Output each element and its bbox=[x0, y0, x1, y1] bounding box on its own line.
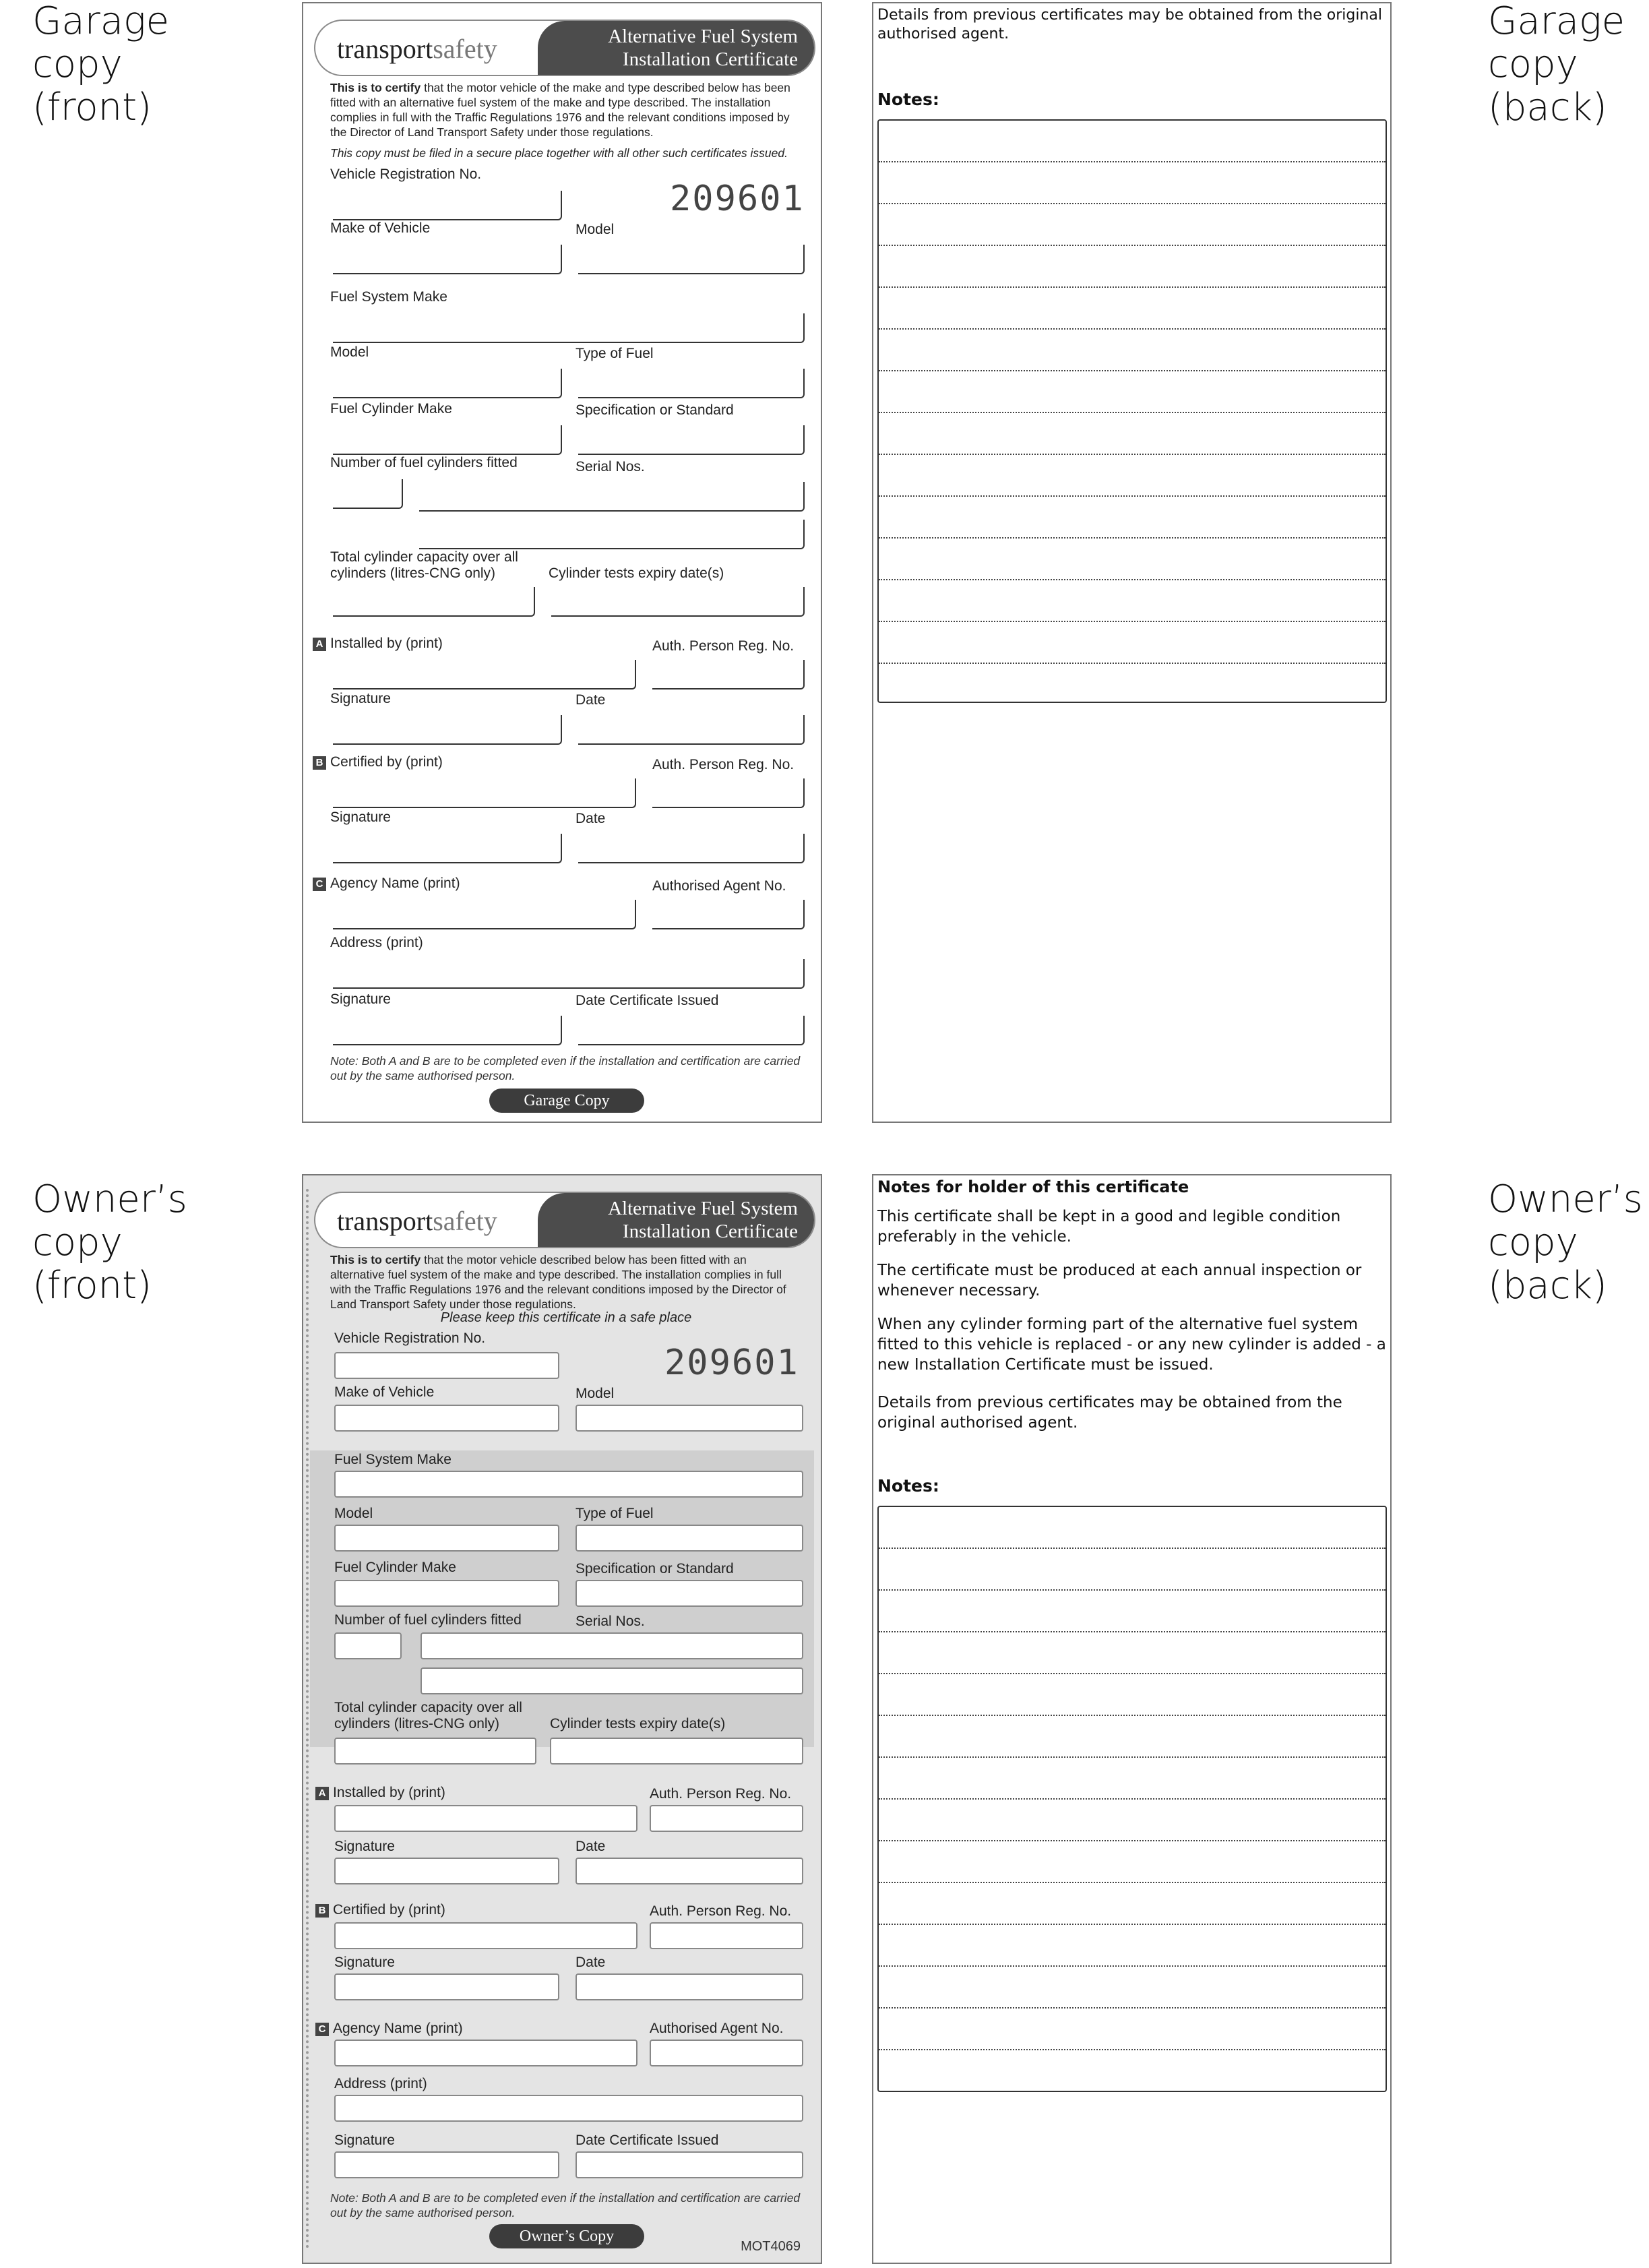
authorised-agent-no-field[interactable] bbox=[650, 2040, 803, 2066]
details-text: Details from previous certificates may be obtained from the original authorised agent. bbox=[877, 7, 1382, 42]
header-title bbox=[538, 1193, 814, 1247]
form-number: MOT4069 bbox=[741, 2239, 801, 2254]
notes-line bbox=[879, 330, 1386, 371]
vehicle-reg-label: Vehicle Registration No. bbox=[330, 166, 482, 182]
owner-back-label bbox=[1488, 1178, 1643, 1308]
model-label: Model bbox=[575, 1386, 615, 1401]
logo-part-b: safety bbox=[433, 1206, 497, 1236]
notes-line bbox=[879, 1925, 1386, 1967]
header-title bbox=[538, 21, 814, 75]
garage-copy-front bbox=[302, 2, 822, 1123]
fuel-cylinder-make-label: Fuel Cylinder Make bbox=[330, 401, 452, 417]
notes-line bbox=[879, 1674, 1386, 1716]
fuel-system-make-field[interactable] bbox=[333, 313, 805, 343]
fuel-system-model-field[interactable] bbox=[334, 1525, 559, 1552]
filing-note: This copy must be filed in a secure place together with all other such certificates issued. bbox=[330, 146, 788, 160]
serial-nos-field-1[interactable] bbox=[421, 1632, 803, 1659]
label-line: Owner’s bbox=[32, 1177, 187, 1221]
holder-notes-heading: Notes for holder of this certificate bbox=[877, 1177, 1189, 1196]
notes-line bbox=[879, 204, 1386, 246]
label-line: Garage bbox=[1488, 0, 1625, 43]
notes-line bbox=[879, 288, 1386, 330]
num-cylinders-field[interactable] bbox=[333, 479, 403, 509]
title-line-1: Alternative Fuel System bbox=[608, 1198, 798, 1219]
notes-line bbox=[879, 539, 1386, 580]
installed-by-text: Installed by (print) bbox=[330, 636, 443, 651]
notes-line bbox=[879, 413, 1386, 455]
perforation-line bbox=[306, 1189, 309, 2249]
serial-nos-label: Serial Nos. bbox=[575, 1614, 645, 1629]
serial-nos-field-1[interactable] bbox=[419, 482, 805, 512]
total-capacity-field[interactable] bbox=[334, 1738, 536, 1765]
certifier-signature-field[interactable] bbox=[334, 1973, 559, 2000]
notes-line bbox=[879, 455, 1386, 497]
cylinder-tests-label: Cylinder tests expiry date(s) bbox=[549, 565, 724, 581]
installer-signature-field[interactable] bbox=[334, 1858, 559, 1884]
garage-back-label bbox=[1488, 0, 1625, 129]
agency-name-text: Agency Name (print) bbox=[333, 2021, 463, 2036]
installer-signature-field[interactable] bbox=[333, 715, 562, 745]
notes-heading: Notes: bbox=[877, 90, 939, 109]
cylinder-tests-label: Cylinder tests expiry date(s) bbox=[550, 1716, 726, 1731]
intro-body: that the motor vehicle of the make and type described below has been fitted with an alternative fuel system of the make and type described. The installation complies in full with the Traffic Regulations 1976 and the relevant conditions imposed by the Director of Land Transport Safety under those regulations. bbox=[330, 81, 790, 139]
notes-line bbox=[879, 2050, 1386, 2092]
installed-by-label bbox=[315, 1785, 445, 1801]
certifier-reg-label: Auth. Person Reg. No. bbox=[650, 1903, 792, 1919]
spec-or-standard-label: Specification or Standard bbox=[575, 1561, 734, 1576]
installed-by-label bbox=[313, 636, 443, 652]
certifier-signature-label: Signature bbox=[334, 1955, 395, 1970]
section-c-marker: C bbox=[315, 2023, 329, 2036]
serial-nos-field-2[interactable] bbox=[421, 1667, 803, 1694]
section-a-marker: A bbox=[315, 1787, 329, 1800]
serial-number: 209601 bbox=[670, 179, 805, 219]
notes-line bbox=[879, 371, 1386, 413]
total-capacity-field[interactable] bbox=[333, 587, 535, 617]
installer-date-label: Date bbox=[575, 692, 606, 708]
installed-by-text: Installed by (print) bbox=[333, 1785, 445, 1800]
agency-name-field[interactable] bbox=[334, 2040, 637, 2066]
completion-note: Note: Both A and B are to be completed even if the installation and certification are carried out by the same authorised person. bbox=[330, 1054, 801, 1082]
make-of-vehicle-field[interactable] bbox=[333, 245, 562, 274]
owner-front-label bbox=[32, 1178, 187, 1308]
label-line: copy bbox=[1488, 1221, 1578, 1264]
completion-note: Note: Both A and B are to be completed even if the installation and certification are carried out by the same authorised person. bbox=[330, 2191, 801, 2219]
serial-nos-label: Serial Nos. bbox=[575, 459, 645, 474]
installer-date-field[interactable] bbox=[575, 1858, 803, 1884]
fuel-system-model-field[interactable] bbox=[333, 369, 562, 398]
certifier-date-field[interactable] bbox=[575, 1973, 803, 2000]
address-field[interactable] bbox=[333, 959, 805, 989]
section-a-marker: A bbox=[313, 638, 326, 651]
certifier-signature-field[interactable] bbox=[333, 834, 562, 863]
fuel-system-model-label: Model bbox=[330, 344, 369, 360]
certifier-date-field[interactable] bbox=[578, 834, 805, 863]
intro-text bbox=[330, 1252, 802, 1312]
label-line: copy bbox=[1488, 42, 1578, 86]
make-of-vehicle-field[interactable] bbox=[334, 1405, 559, 1432]
num-cylinders-label: Number of fuel cylinders fitted bbox=[330, 455, 518, 470]
num-cylinders-label: Number of fuel cylinders fitted bbox=[334, 1612, 522, 1628]
installer-date-label: Date bbox=[575, 1839, 606, 1854]
notes-box[interactable] bbox=[877, 1506, 1387, 2092]
certificate-header bbox=[314, 20, 815, 76]
notes-line bbox=[879, 1758, 1386, 1800]
vehicle-reg-field[interactable] bbox=[334, 1352, 559, 1379]
date-issued-field[interactable] bbox=[578, 1016, 805, 1045]
details-text: Details from previous certificates may be obtained from the original authorised agent. bbox=[877, 1394, 1342, 1432]
certified-by-field[interactable] bbox=[333, 778, 636, 808]
label-line: copy bbox=[32, 42, 123, 86]
notes-line bbox=[879, 1632, 1386, 1674]
address-field[interactable] bbox=[334, 2095, 803, 2122]
certified-by-field[interactable] bbox=[334, 1922, 637, 1949]
notes-heading: Notes: bbox=[877, 1476, 939, 1496]
fuel-system-make-label: Fuel System Make bbox=[334, 1452, 452, 1467]
notes-line bbox=[879, 580, 1386, 622]
authorised-agent-no-label: Authorised Agent No. bbox=[650, 2021, 784, 2036]
label-line: (back) bbox=[1488, 1264, 1607, 1308]
fuel-system-make-field[interactable] bbox=[334, 1471, 803, 1498]
total-capacity-label-2: cylinders (litres-CNG only) bbox=[330, 565, 496, 581]
logo-part-b: safety bbox=[433, 34, 497, 64]
notes-line bbox=[879, 246, 1386, 288]
fuel-system-model-label: Model bbox=[334, 1506, 373, 1521]
notes-line bbox=[879, 1841, 1386, 1883]
cylinder-tests-field[interactable] bbox=[551, 587, 805, 617]
spec-or-standard-field[interactable] bbox=[578, 425, 805, 455]
safe-place-note: Please keep this certificate in a safe place bbox=[440, 1310, 692, 1325]
notes-line bbox=[879, 1716, 1386, 1758]
notes-line bbox=[879, 1591, 1386, 1632]
vehicle-reg-field[interactable] bbox=[333, 191, 562, 220]
certified-by-text: Certified by (print) bbox=[333, 1902, 445, 1918]
agency-name-field[interactable] bbox=[333, 900, 636, 929]
num-cylinders-field[interactable] bbox=[334, 1632, 402, 1659]
date-issued-label: Date Certificate Issued bbox=[575, 2133, 719, 2148]
holder-note-1: This certificate shall be kept in a good and legible condition preferably in the vehicle. bbox=[877, 1208, 1341, 1246]
notes-line bbox=[879, 121, 1386, 162]
installer-reg-field[interactable] bbox=[650, 1805, 803, 1832]
holder-note-3: When any cylinder forming part of the alternative fuel system fitted to this vehicle is replaced - or any new cylinder is added - a new Installation Certificate must be issued. bbox=[877, 1316, 1386, 1374]
fuel-cylinder-make-field[interactable] bbox=[334, 1580, 559, 1607]
agency-name-label bbox=[313, 876, 460, 892]
installer-reg-label: Auth. Person Reg. No. bbox=[650, 1786, 792, 1802]
notes-line bbox=[879, 1967, 1386, 2009]
notes-line bbox=[879, 1507, 1386, 1549]
notes-line bbox=[879, 497, 1386, 539]
notes-line bbox=[879, 1549, 1386, 1591]
intro-body: that the motor vehicle described below has been fitted with an alternative fuel system of the make and type described. The installation complies in full with the Traffic Regulations 1976 and the relevant conditions imposed by the Director of Land Transport Safety under those regulations. bbox=[330, 1253, 786, 1311]
owner-copy-badge: Owner’s Copy bbox=[489, 2224, 644, 2248]
installer-date-field[interactable] bbox=[578, 715, 805, 745]
spec-or-standard-label: Specification or Standard bbox=[575, 402, 734, 418]
agency-signature-field[interactable] bbox=[334, 2151, 559, 2178]
total-capacity-label-1: Total cylinder capacity over all bbox=[330, 549, 518, 565]
certified-by-label bbox=[315, 1902, 445, 1918]
intro-lead: This is to certify bbox=[330, 81, 421, 94]
model-field[interactable] bbox=[575, 1405, 803, 1432]
certificate-header bbox=[314, 1192, 815, 1248]
certified-by-label bbox=[313, 754, 443, 770]
transportsafety-logo bbox=[337, 1205, 497, 1237]
serial-number: 209601 bbox=[664, 1343, 799, 1383]
address-label: Address (print) bbox=[334, 2076, 427, 2091]
notes-line bbox=[879, 162, 1386, 204]
cylinder-tests-field[interactable] bbox=[550, 1738, 803, 1765]
intro-text bbox=[330, 80, 802, 140]
agency-name-label bbox=[315, 2021, 463, 2037]
label-line: Garage bbox=[32, 0, 170, 43]
intro-lead: This is to certify bbox=[330, 1253, 421, 1266]
transportsafety-logo bbox=[337, 33, 497, 65]
authorised-agent-no-label: Authorised Agent No. bbox=[652, 878, 786, 894]
label-line: Owner’s bbox=[1488, 1177, 1643, 1221]
total-capacity-label-2: cylinders (litres-CNG only) bbox=[334, 1716, 500, 1731]
installer-reg-label: Auth. Person Reg. No. bbox=[652, 638, 795, 654]
agency-signature-label: Signature bbox=[330, 991, 391, 1007]
owner-copy-back bbox=[872, 1174, 1392, 2264]
logo-part-a: transport bbox=[337, 34, 433, 64]
type-of-fuel-field[interactable] bbox=[575, 1525, 803, 1552]
certifier-signature-label: Signature bbox=[330, 809, 391, 825]
installed-by-field[interactable] bbox=[333, 660, 636, 689]
certifier-reg-label: Auth. Person Reg. No. bbox=[652, 757, 795, 772]
title-line-2: Installation Certificate bbox=[622, 49, 798, 70]
label-line: (back) bbox=[1488, 86, 1607, 129]
label-line: (front) bbox=[32, 86, 152, 129]
certifier-reg-field[interactable] bbox=[650, 1922, 803, 1949]
vehicle-reg-label: Vehicle Registration No. bbox=[334, 1330, 486, 1346]
garage-copy-badge: Garage Copy bbox=[489, 1089, 644, 1113]
authorised-agent-no-field[interactable] bbox=[652, 900, 805, 929]
garage-front-label bbox=[32, 0, 169, 129]
make-of-vehicle-label: Make of Vehicle bbox=[330, 220, 431, 236]
installed-by-field[interactable] bbox=[334, 1805, 637, 1832]
spec-or-standard-field[interactable] bbox=[575, 1580, 803, 1607]
label-line: (front) bbox=[32, 1264, 152, 1308]
section-b-marker: B bbox=[313, 756, 326, 770]
section-c-marker: C bbox=[313, 878, 326, 891]
fuel-cylinder-make-field[interactable] bbox=[333, 425, 562, 455]
title-line-2: Installation Certificate bbox=[622, 1221, 798, 1242]
certified-by-text: Certified by (print) bbox=[330, 754, 443, 770]
model-label: Model bbox=[575, 222, 615, 237]
type-of-fuel-field[interactable] bbox=[578, 369, 805, 398]
date-issued-label: Date Certificate Issued bbox=[575, 993, 719, 1008]
owner-copy-front bbox=[302, 1174, 822, 2264]
installer-signature-label: Signature bbox=[334, 1839, 395, 1854]
total-capacity-label-1: Total cylinder capacity over all bbox=[334, 1700, 522, 1715]
serial-nos-field-2[interactable] bbox=[419, 520, 805, 549]
section-b-marker: B bbox=[315, 1904, 329, 1918]
notes-line bbox=[879, 1800, 1386, 1841]
notes-line bbox=[879, 664, 1386, 706]
agency-name-text: Agency Name (print) bbox=[330, 876, 460, 891]
fuel-system-make-label: Fuel System Make bbox=[330, 289, 447, 305]
certifier-reg-field[interactable] bbox=[652, 778, 805, 808]
title-line-1: Alternative Fuel System bbox=[608, 26, 798, 47]
installer-reg-field[interactable] bbox=[652, 660, 805, 689]
certifier-date-label: Date bbox=[575, 811, 606, 826]
notes-line bbox=[879, 1883, 1386, 1925]
notes-line bbox=[879, 2009, 1386, 2050]
certifier-date-label: Date bbox=[575, 1955, 606, 1970]
holder-note-2: The certificate must be produced at each annual inspection or whenever necessary. bbox=[877, 1262, 1362, 1299]
agency-signature-field[interactable] bbox=[333, 1016, 562, 1045]
address-label: Address (print) bbox=[330, 935, 423, 950]
make-of-vehicle-label: Make of Vehicle bbox=[334, 1384, 435, 1400]
agency-signature-label: Signature bbox=[334, 2133, 395, 2148]
type-of-fuel-label: Type of Fuel bbox=[575, 1506, 654, 1521]
label-line: copy bbox=[32, 1221, 123, 1264]
logo-part-a: transport bbox=[337, 1206, 433, 1236]
type-of-fuel-label: Type of Fuel bbox=[575, 346, 654, 361]
garage-copy-back bbox=[872, 2, 1392, 1123]
fuel-cylinder-make-label: Fuel Cylinder Make bbox=[334, 1560, 456, 1575]
installer-signature-label: Signature bbox=[330, 691, 391, 706]
date-issued-field[interactable] bbox=[575, 2151, 803, 2178]
notes-box[interactable] bbox=[877, 119, 1387, 703]
notes-line bbox=[879, 622, 1386, 664]
model-field[interactable] bbox=[578, 245, 805, 274]
